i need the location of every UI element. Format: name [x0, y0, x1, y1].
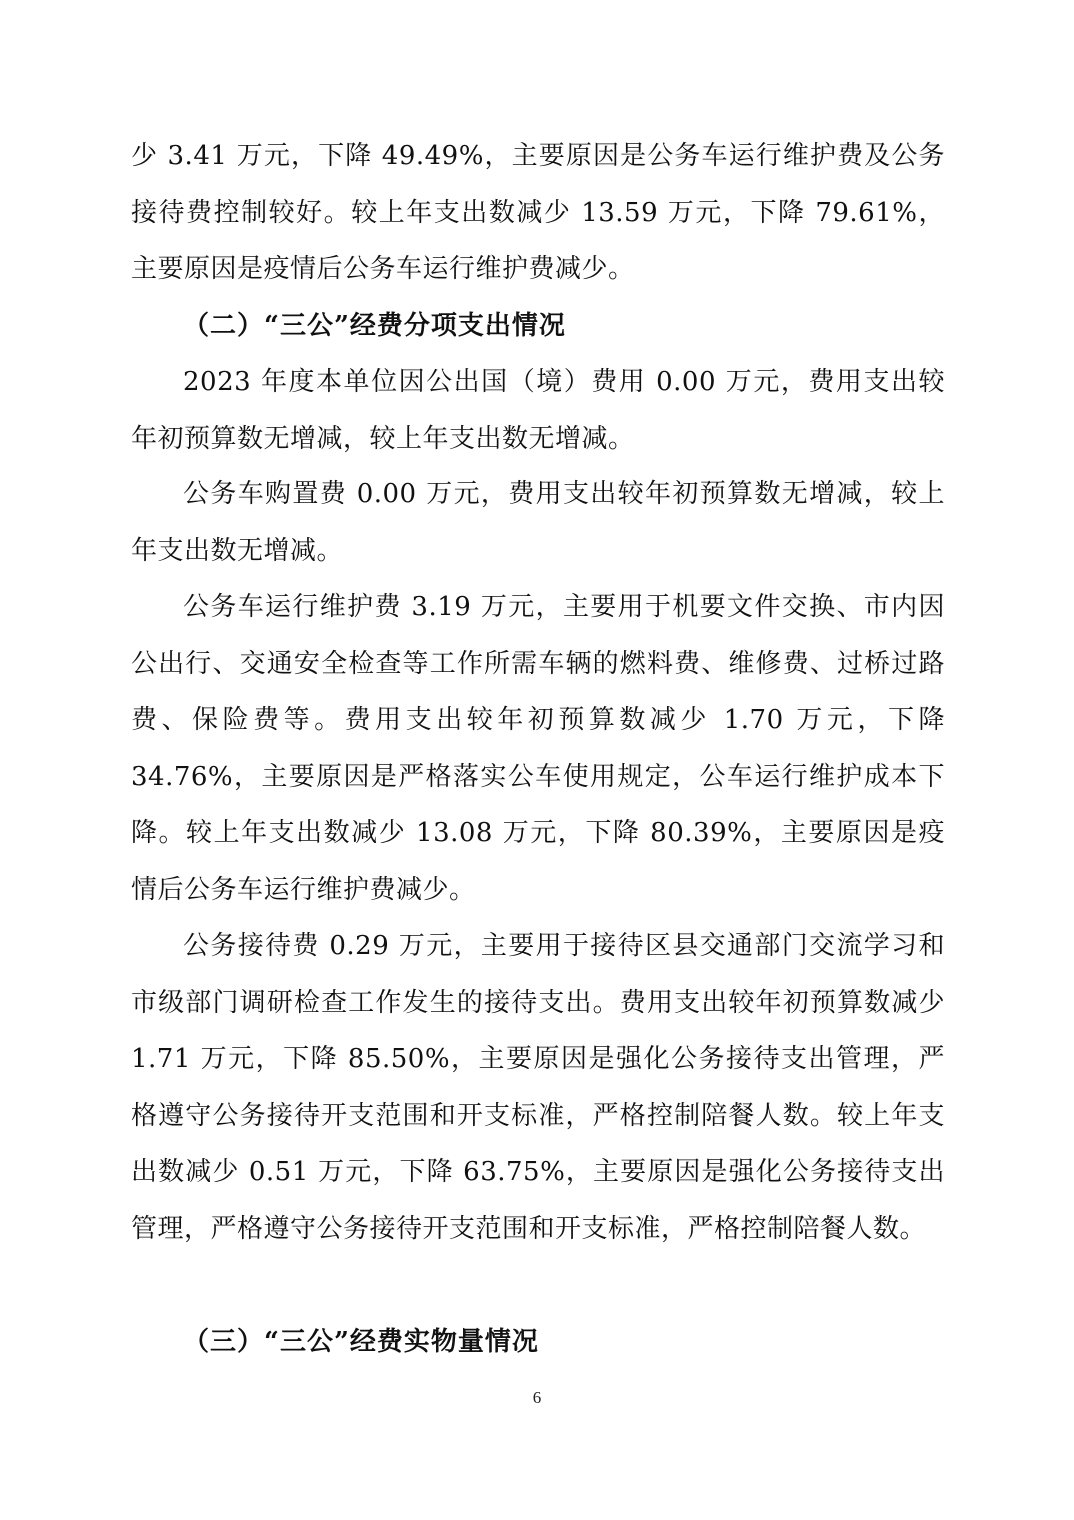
paragraph-continuation: 少 3.41 万元，下降 49.49%，主要原因是公务车运行维护费及公务接待费控制较好。较上年支出数减少 13.59 万元，下降 79.61%，主要原因是疫情后公务车运行维护费减少。: [131, 141, 945, 284]
paragraph-vehicle-operation: 公务车运行维护费 3.19 万元，主要用于机要文件交换、市内因公出行、交通安全检查等工作所需车辆的燃料费、维修费、过桥过路费、保险费等。费用支出较年初预算数减少 1.70 万元，下降 34.76%，主要原因是严格落实公车使用规定，公车运行维护成本下降。较上年支出数减少 13.08 万元，下降 80.39%，主要原因是疫情后公务车运行维护费减少。: [131, 592, 945, 905]
section-heading-3: （三）“三公”经费实物量情况: [183, 1327, 539, 1357]
page-number: 6: [532, 1388, 542, 1407]
paragraph-vehicle-purchase: 公务车购置费 0.00 万元，费用支出较年初预算数无增减，较上年支出数无增减。: [131, 479, 945, 566]
section-heading-2: （二）“三公”经费分项支出情况: [183, 311, 566, 341]
paragraph-overseas-travel: 2023 年度本单位因公出国（境）费用 0.00 万元，费用支出较年初预算数无增减，较上年支出数无增减。: [131, 367, 945, 454]
paragraph-reception: 公务接待费 0.29 万元，主要用于接待区县交通部门交流学习和市级部门调研检查工作发生的接待支出。费用支出较年初预算数减少 1.71 万元，下降 85.50%，主要原因是强化公务接待支出管理，严格遵守公务接待开支范围和开支标准，严格控制陪餐人数。较上年支出数减少 0.51 万元，下降 63.75%，主要原因是强化公务接待支出管理，严格遵守公务接待开支范围和开支标准，严格控制陪餐人数。: [131, 931, 945, 1244]
